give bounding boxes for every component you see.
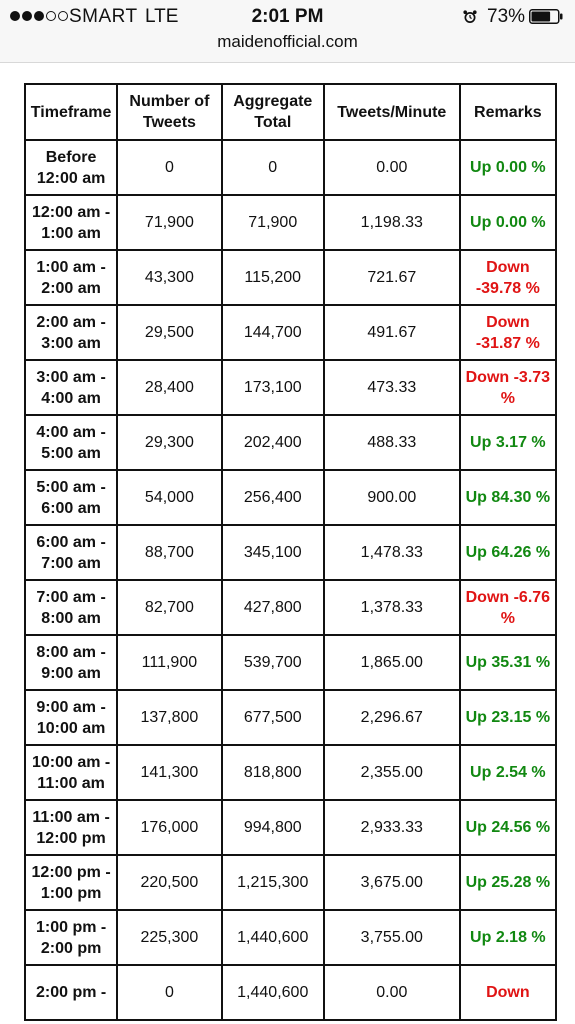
network-type: LTE bbox=[145, 6, 179, 27]
cell-timeframe: 8:00 am - 9:00 am bbox=[25, 635, 117, 690]
cell-timeframe: Before 12:00 am bbox=[25, 140, 117, 195]
cell-tweets-per-minute: 0.00 bbox=[324, 965, 460, 1020]
cell-timeframe: 2:00 am - 3:00 am bbox=[25, 305, 117, 360]
cell-timeframe: 3:00 am - 4:00 am bbox=[25, 360, 117, 415]
table-row bbox=[25, 470, 556, 525]
cell-remarks: Up 2.18 % bbox=[460, 910, 556, 965]
cell-aggregate-total: 818,800 bbox=[222, 745, 324, 800]
address-bar[interactable]: maidenofficial.com bbox=[217, 32, 358, 51]
cell-tweets-per-minute: 491.67 bbox=[324, 305, 460, 360]
table-row bbox=[25, 910, 556, 965]
cell-number-of-tweets: 0 bbox=[117, 140, 221, 195]
cell-remarks: Up 23.15 % bbox=[460, 690, 556, 745]
table-row bbox=[25, 580, 556, 635]
cell-tweets-per-minute: 2,933.33 bbox=[324, 800, 460, 855]
table-row bbox=[25, 140, 556, 195]
cell-number-of-tweets: 220,500 bbox=[117, 855, 221, 910]
cell-aggregate-total: 677,500 bbox=[222, 690, 324, 745]
cell-remarks: Down -6.76 % bbox=[460, 580, 556, 635]
tweet-stats-table bbox=[24, 83, 557, 1021]
cell-remarks: Up 2.54 % bbox=[460, 745, 556, 800]
cell-timeframe: 1:00 pm - 2:00 pm bbox=[25, 910, 117, 965]
cell-tweets-per-minute: 1,198.33 bbox=[324, 195, 460, 250]
cell-remarks: Down -3.73 % bbox=[460, 360, 556, 415]
alarm-icon bbox=[463, 10, 477, 24]
cell-timeframe: 12:00 am - 1:00 am bbox=[25, 195, 117, 250]
cell-tweets-per-minute: 0.00 bbox=[324, 140, 460, 195]
cell-number-of-tweets: 28,400 bbox=[117, 360, 221, 415]
cell-aggregate-total: 71,900 bbox=[222, 195, 324, 250]
table-row bbox=[25, 195, 556, 250]
cell-number-of-tweets: 82,700 bbox=[117, 580, 221, 635]
table-row bbox=[25, 360, 556, 415]
cell-remarks: Up 0.00 % bbox=[460, 140, 556, 195]
cell-tweets-per-minute: 3,675.00 bbox=[324, 855, 460, 910]
cell-timeframe: 9:00 am - 10:00 am bbox=[25, 690, 117, 745]
cell-remarks: Up 24.56 % bbox=[460, 800, 556, 855]
cell-aggregate-total: 1,215,300 bbox=[222, 855, 324, 910]
table-row bbox=[25, 745, 556, 800]
cell-tweets-per-minute: 1,478.33 bbox=[324, 525, 460, 580]
table-row bbox=[25, 690, 556, 745]
battery-icon bbox=[529, 9, 563, 24]
cell-tweets-per-minute: 900.00 bbox=[324, 470, 460, 525]
cell-tweets-per-minute: 1,865.00 bbox=[324, 635, 460, 690]
cell-remarks: Down bbox=[460, 965, 556, 1020]
cell-remarks: Up 84.30 % bbox=[460, 470, 556, 525]
cell-remarks: Up 64.26 % bbox=[460, 525, 556, 580]
cell-number-of-tweets: 137,800 bbox=[117, 690, 221, 745]
header-timeframe: Timeframe bbox=[25, 84, 117, 140]
cell-remarks: Up 25.28 % bbox=[460, 855, 556, 910]
cell-tweets-per-minute: 1,378.33 bbox=[324, 580, 460, 635]
battery-percent: 73% bbox=[487, 6, 526, 27]
cell-tweets-per-minute: 488.33 bbox=[324, 415, 460, 470]
table-row bbox=[25, 525, 556, 580]
cell-aggregate-total: 202,400 bbox=[222, 415, 324, 470]
cell-remarks: Down -31.87 % bbox=[460, 305, 556, 360]
tweet-stats-table-container bbox=[24, 83, 557, 1021]
cell-aggregate-total: 0 bbox=[222, 140, 324, 195]
clock: 2:01 PM bbox=[251, 6, 324, 27]
cell-tweets-per-minute: 3,755.00 bbox=[324, 910, 460, 965]
cell-aggregate-total: 144,700 bbox=[222, 305, 324, 360]
header-remarks: Remarks bbox=[460, 84, 556, 140]
cell-number-of-tweets: 0 bbox=[117, 965, 221, 1020]
cell-tweets-per-minute: 721.67 bbox=[324, 250, 460, 305]
cell-timeframe: 7:00 am - 8:00 am bbox=[25, 580, 117, 635]
cell-timeframe: 10:00 am - 11:00 am bbox=[25, 745, 117, 800]
table-body bbox=[25, 140, 556, 1020]
status-row bbox=[0, 4, 575, 28]
cell-aggregate-total: 115,200 bbox=[222, 250, 324, 305]
cell-number-of-tweets: 54,000 bbox=[117, 470, 221, 525]
cell-remarks: Up 0.00 % bbox=[460, 195, 556, 250]
cell-number-of-tweets: 141,300 bbox=[117, 745, 221, 800]
cell-number-of-tweets: 71,900 bbox=[117, 195, 221, 250]
cell-tweets-per-minute: 2,355.00 bbox=[324, 745, 460, 800]
table-row bbox=[25, 965, 556, 1020]
cell-aggregate-total: 994,800 bbox=[222, 800, 324, 855]
cell-timeframe: 12:00 pm - 1:00 pm bbox=[25, 855, 117, 910]
cell-remarks: Down -39.78 % bbox=[460, 250, 556, 305]
cell-tweets-per-minute: 2,296.67 bbox=[324, 690, 460, 745]
table-row bbox=[25, 855, 556, 910]
cell-tweets-per-minute: 473.33 bbox=[324, 360, 460, 415]
cell-number-of-tweets: 43,300 bbox=[117, 250, 221, 305]
table-header-row bbox=[25, 84, 556, 140]
cell-aggregate-total: 256,400 bbox=[222, 470, 324, 525]
header-aggregate-total: Aggregate Total bbox=[222, 84, 324, 140]
cell-timeframe: 5:00 am - 6:00 am bbox=[25, 470, 117, 525]
cell-number-of-tweets: 176,000 bbox=[117, 800, 221, 855]
cell-aggregate-total: 1,440,600 bbox=[222, 910, 324, 965]
cell-timeframe: 6:00 am - 7:00 am bbox=[25, 525, 117, 580]
cell-timeframe: 2:00 pm - bbox=[25, 965, 117, 1020]
cell-aggregate-total: 539,700 bbox=[222, 635, 324, 690]
cell-number-of-tweets: 225,300 bbox=[117, 910, 221, 965]
cell-timeframe: 11:00 am - 12:00 pm bbox=[25, 800, 117, 855]
table-row bbox=[25, 415, 556, 470]
header-tweets-per-minute: Tweets/Minute bbox=[324, 84, 460, 140]
cell-number-of-tweets: 88,700 bbox=[117, 525, 221, 580]
header-number-of-tweets: Number of Tweets bbox=[117, 84, 221, 140]
cell-aggregate-total: 345,100 bbox=[222, 525, 324, 580]
cell-aggregate-total: 427,800 bbox=[222, 580, 324, 635]
cell-timeframe: 1:00 am - 2:00 am bbox=[25, 250, 117, 305]
carrier-name: SMART bbox=[69, 6, 138, 27]
table-row bbox=[25, 800, 556, 855]
cell-aggregate-total: 1,440,600 bbox=[222, 965, 324, 1020]
cell-number-of-tweets: 29,500 bbox=[117, 305, 221, 360]
cell-number-of-tweets: 29,300 bbox=[117, 415, 221, 470]
cell-remarks: Up 3.17 % bbox=[460, 415, 556, 470]
cell-aggregate-total: 173,100 bbox=[222, 360, 324, 415]
table-row bbox=[25, 635, 556, 690]
cell-timeframe: 4:00 am - 5:00 am bbox=[25, 415, 117, 470]
table-row bbox=[25, 250, 556, 305]
table-row bbox=[25, 305, 556, 360]
cell-number-of-tweets: 111,900 bbox=[117, 635, 221, 690]
status-bar bbox=[0, 0, 575, 63]
cell-remarks: Up 35.31 % bbox=[460, 635, 556, 690]
